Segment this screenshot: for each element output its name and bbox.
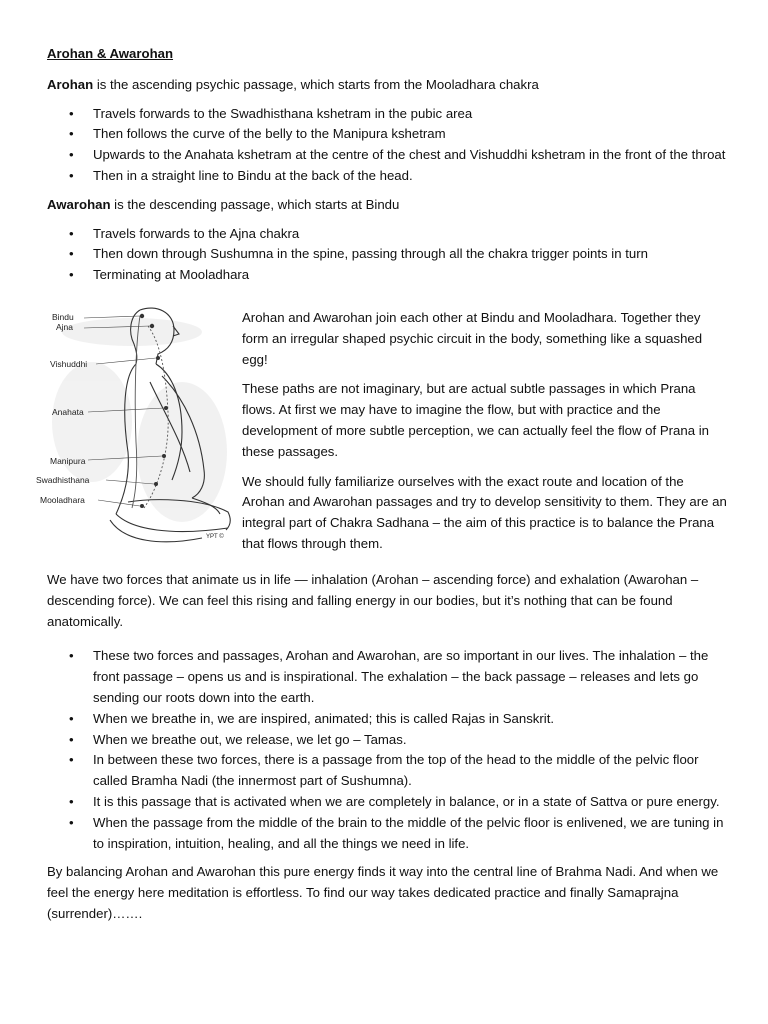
awarohan-term: Awarohan: [47, 196, 111, 212]
bindu-point: [140, 314, 144, 318]
figure-paragraph: Arohan and Awarohan join each other at Bindu and Mooladhara. Together they form an irregular shaped psychic circuit in the body, something like a squashed egg!: [242, 309, 703, 367]
forces-paragraph: We have two forces that animate us in life — inhalation (Arohan – ascending force) and exhalation (Awarohan – descending force). We can feel this rising and falling energy in our bodies, but it’s nothing that can be found anatomically.: [47, 571, 699, 629]
figure-background: [52, 318, 227, 522]
document-page: [36, 44, 727, 925]
label-anahata: Anahata: [52, 406, 84, 417]
arohan-list: [47, 104, 727, 187]
awarohan-list: [47, 224, 727, 286]
figure-paragraph: We should fully familiarize ourselves with the exact route and location of the Arohan and Awarohan passages and try to develop sensitivity to them. They are an integral part of Chakra Sadhana – the aim of this practice is to balance the Prana that flows through them.: [242, 473, 727, 551]
figure-text: [242, 308, 727, 564]
list-item: • It is this passage that is activated when we are completely in balance, or in a state of Sattva or pure energy.: [47, 792, 727, 813]
figure-credit: YPT ©: [206, 533, 224, 540]
label-swadhisthana: Swadhisthana: [36, 474, 90, 485]
list-item: • Then in a straight line to Bindu at the back of the head.: [47, 166, 727, 187]
list-item: • In between these two forces, there is a passage from the top of the head to the middle of the pelvic floor called Bramha Nadi (the innermost part of Sushumna).: [47, 750, 727, 792]
list-item: • Then follows the curve of the belly to the Manipura kshetram: [47, 124, 727, 145]
awarohan-intro: [47, 195, 727, 216]
list-item: • When the passage from the middle of the brain to the middle of the pelvic floor is enlivened, we are tuning in to inspiration, intuition, healing, and all the things we need in life.: [47, 813, 727, 855]
list-item: • Travels forwards to the Swadhisthana kshetram in the pubic area: [47, 104, 727, 125]
figure-paragraph: These paths are not imaginary, but are actual subtle passages in which Prana flows. At first we may have to imagine the flow, but with practice and the development of more subtle perception, we can actually feel the flow of Prana in these passages.: [242, 381, 709, 459]
list-item: • These two forces and passages, Arohan and Awarohan, are so important in our lives. The inhalation – the front passage – opens us and is inspirational. The exhalation – the back passage – releases and lets go sending our roots down into the earth.: [47, 646, 727, 708]
arohan-intro: [47, 75, 727, 96]
label-vishuddhi: Vishuddhi: [50, 358, 88, 369]
label-mooladhara: Mooladhara: [40, 494, 85, 505]
anahata-point: [164, 406, 168, 410]
mooladhara-point: [140, 504, 144, 508]
arohan-intro-text: is the ascending psychic passage, which starts from the Mooladhara chakra: [93, 76, 539, 92]
document-title: Arohan & Awarohan: [47, 46, 174, 61]
label-bindu: Bindu: [52, 311, 74, 322]
vishuddhi-point: [156, 356, 160, 360]
awarohan-intro-text: is the descending passage, which starts at Bindu: [110, 196, 400, 212]
ajna-point: [150, 324, 154, 328]
list-item: • Upwards to the Anahata kshetram at the centre of the chest and Vishuddhi kshetram in the front of the throat: [47, 145, 727, 166]
meditating-figure-diagram: [32, 302, 232, 548]
list-item: • Then down through Sushumna in the spine, passing through all the chakra trigger points in turn: [47, 244, 727, 265]
forces-list: [47, 646, 727, 854]
closing-paragraph: By balancing Arohan and Awarohan this pure energy finds it way into the central line of Brahma Nadi. And when we feel the energy here meditation is effortless. To find our way takes dedicated practice and finally Samaprajna (surrender)…….: [47, 864, 719, 921]
label-manipura: Manipura: [50, 455, 86, 466]
list-item: • Travels forwards to the Ajna chakra: [47, 224, 727, 245]
list-item: • When we breathe in, we are inspired, animated; this is called Rajas in Sanskrit.: [47, 709, 727, 730]
label-ajna: Ajna: [56, 321, 74, 332]
figure-row: [36, 308, 727, 566]
arohan-term: Arohan: [47, 76, 94, 92]
swadhisthana-point: [154, 482, 158, 486]
list-item: • Terminating at Mooladhara: [47, 265, 727, 286]
list-item: • When we breathe out, we release, we let go – Tamas.: [47, 730, 727, 751]
manipura-point: [162, 454, 166, 458]
